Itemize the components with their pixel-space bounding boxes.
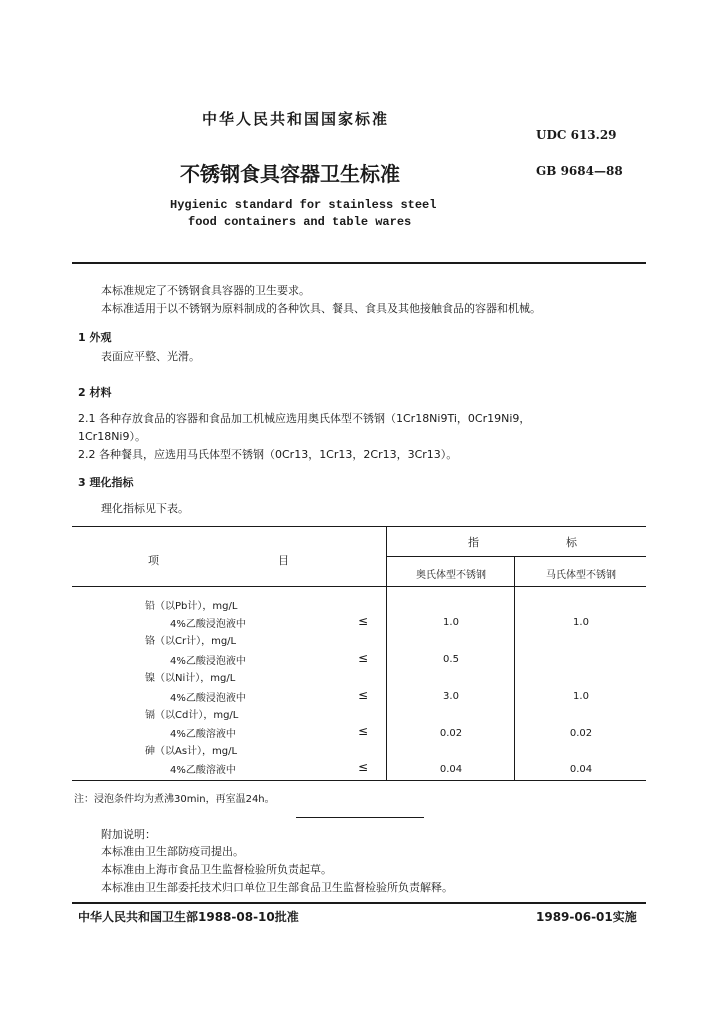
- table-row-sub: 4%乙酸浸泡液中: [170, 656, 246, 667]
- table-row-op: ≤: [358, 614, 369, 628]
- table-row-name: 铅（以Pb计），mg/L: [145, 601, 238, 612]
- section-3-text: 理化指标见下表。: [101, 502, 189, 515]
- table-row-austenitic: 1.0: [443, 617, 459, 628]
- approval-date: 中华人民共和国卫生部1988-08-10批准: [78, 910, 299, 924]
- appendix-heading: 附加说明：: [101, 828, 156, 841]
- table-row-name: 镉（以Cd计），mg/L: [145, 710, 239, 721]
- table-header-item-a: 项: [148, 554, 159, 567]
- table-row-sub: 4%乙酸浸泡液中: [170, 693, 246, 704]
- table-header-index-b: 标: [566, 536, 577, 549]
- table-row-martensitic: 0.02: [569, 728, 593, 739]
- section-1-heading: 1 外观: [78, 331, 112, 344]
- table-row-austenitic: 3.0: [443, 691, 459, 702]
- table-row-sub: 4%乙酸溶液中: [170, 729, 236, 740]
- section-2-heading: 2 材料: [78, 386, 112, 399]
- section-2-1-line2: 1Cr18Ni9）。: [78, 430, 146, 443]
- table-header-item-b: 目: [278, 554, 289, 567]
- table-row-op: ≤: [358, 724, 369, 738]
- table-row-sub: 4%乙酸浸泡液中: [170, 619, 246, 630]
- table-col-martensitic: 马氏体型不锈钢: [546, 570, 616, 581]
- table-header-index-a: 指: [468, 536, 479, 549]
- table-vline-split: [514, 556, 515, 780]
- table-index-subrule: [386, 556, 646, 557]
- table-row-sub: 4%乙酸溶液中: [170, 765, 236, 776]
- table-row-op: ≤: [358, 760, 369, 774]
- gb-number: GB 9684—88: [536, 164, 623, 178]
- table-row-austenitic: 0.04: [439, 764, 463, 775]
- table-note: 注：浸泡条件均为煮沸30min，再室温24h。: [74, 794, 275, 805]
- udc-number: UDC 613.29: [536, 128, 617, 142]
- table-header-rule: [72, 586, 646, 587]
- appendix-line1: 本标准由卫生部防疫司提出。: [101, 845, 244, 858]
- header-divider: [72, 262, 646, 264]
- table-top-rule: [72, 526, 646, 527]
- table-col-austenitic: 奥氏体型不锈钢: [416, 570, 486, 581]
- table-row-op: ≤: [358, 651, 369, 665]
- table-vline-item: [386, 526, 387, 780]
- table-row-martensitic: 0.04: [569, 764, 593, 775]
- title-cn: 不锈钢食具容器卫生标准: [180, 162, 400, 186]
- appendix-line2: 本标准由上海市食品卫生监督检验所负责起草。: [101, 863, 332, 876]
- title-en-line1: Hygienic standard for stainless steel: [170, 198, 437, 212]
- table-row-name: 铬（以Cr计），mg/L: [145, 636, 237, 647]
- intro-line2: 本标准适用于以不锈钢为原料制成的各种饮具、餐具、食具及其他接触食品的容器和机械。: [101, 302, 541, 315]
- table-row-name: 镍（以Ni计），mg/L: [145, 673, 236, 684]
- table-row-austenitic: 0.5: [443, 654, 459, 665]
- table-row-martensitic: 1.0: [573, 617, 589, 628]
- table-bottom-rule: [72, 780, 646, 781]
- section-3-heading: 3 理化指标: [78, 476, 134, 489]
- section-2-2: 2.2 各种餐具，应选用马氏体型不锈钢（0Cr13，1Cr13，2Cr13，3Cr13）。: [78, 448, 458, 461]
- effective-date: 1989-06-01实施: [536, 910, 637, 924]
- section-2-1-line1: 2.1 各种存放食品的容器和食品加工机械应选用奥氏体型不锈钢（1Cr18Ni9Ti，0Cr19Ni9，: [78, 412, 531, 425]
- title-en-line2: food containers and table wares: [188, 215, 412, 229]
- appendix-line3: 本标准由卫生部委托技术归口单位卫生部食品卫生监督检验所负责解释。: [101, 881, 453, 894]
- table-row-op: ≤: [358, 688, 369, 702]
- table-row-name: 砷（以As计），mg/L: [145, 746, 238, 757]
- footer-divider: [72, 902, 646, 904]
- section-1-text: 表面应平整、光滑。: [101, 350, 200, 363]
- table-row-martensitic: 1.0: [573, 691, 589, 702]
- issuer-heading: 中华人民共和国国家标准: [202, 110, 390, 128]
- table-row-austenitic: 0.02: [439, 728, 463, 739]
- note-divider: [296, 817, 424, 818]
- intro-line1: 本标准规定了不锈钢食具容器的卫生要求。: [101, 284, 310, 297]
